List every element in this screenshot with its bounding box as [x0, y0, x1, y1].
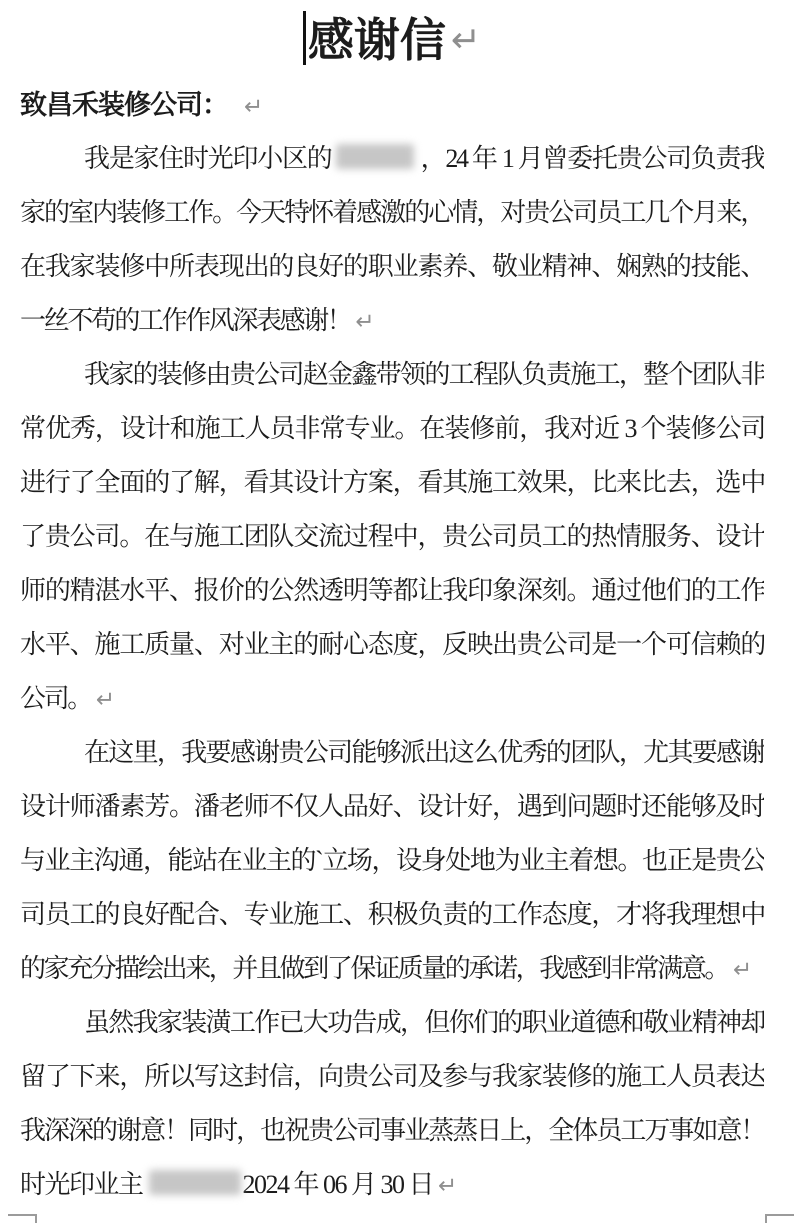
text-line[interactable]: 设计师潘素芳。潘老师不仅人品好、设计好，遇到问题时还能够及时 — [20, 792, 764, 821]
text-cursor — [303, 11, 306, 65]
paragraph-mark-icon: ↵ — [355, 309, 375, 335]
paragraph-mark-icon: ↵ — [95, 687, 116, 713]
text-line[interactable] — [20, 672, 764, 726]
salutation[interactable]: 致昌禾装修公司： — [20, 90, 228, 120]
margin-crop-mark-bottom-right — [765, 1214, 794, 1223]
paragraph-mark-icon: ↵ — [450, 20, 482, 61]
signature-prefix[interactable]: 时光印业主 — [20, 1170, 143, 1199]
text-line[interactable] — [20, 132, 764, 186]
text-line[interactable]: 司员工的良好配合、专业施工、积极负责的工作态度，才将我理想中 — [20, 900, 764, 929]
signature-line[interactable] — [20, 1158, 764, 1212]
text-line[interactable]: 与业主沟通，能站在业主的`立场，设身处地为业主着想。也正是贵公 — [20, 846, 764, 875]
paragraph-mark-icon: ↵ — [733, 957, 753, 983]
text-line[interactable]: 师的精湛水平、报价的公然透明等都让我印象深刻。通过他们的工作 — [20, 576, 764, 605]
text-line[interactable]: 我家的装修由贵公司赵金鑫带领的工程队负责施工，整个团队非 — [84, 360, 764, 389]
text-segment[interactable]: 公司。 — [20, 684, 91, 713]
text-segment[interactable]: 的家充分描绘出来，并且做到了保证质量的承诺，我感到非常满意。 — [20, 954, 729, 983]
text-line[interactable]: 进行了全面的了解，看其设计方案，看其施工效果，比来比去，选中 — [20, 468, 764, 497]
text-segment[interactable]: ，24 年 1 月曾委托贵公司负责我 — [419, 144, 764, 173]
redacted-signature-name — [149, 1170, 241, 1195]
text-line[interactable]: 留了下来，所以写这封信，向贵公司及参与我家装修的施工人员表达 — [20, 1062, 764, 1091]
text-line[interactable]: 在这里，我要感谢贵公司能够派出这么优秀的团队，尤其要感谢 — [84, 738, 764, 767]
text-line[interactable]: 家的室内装修工作。今天特怀着感激的心情，对贵公司员工几个月来， — [20, 198, 764, 227]
text-segment[interactable]: 我深深的谢意！同时，也祝贵公司事业蒸蒸日上，全体员工万事如意！ — [20, 1116, 764, 1145]
signature-date[interactable]: 2024 年 06 月 30 日 — [242, 1170, 434, 1199]
text-line[interactable]: 了贵公司。在与施工团队交流过程中，贵公司员工的热情服务、设计 — [20, 522, 764, 551]
text-line[interactable]: 在我家装修中所表现出的良好的职业素养、敬业精神、娴熟的技能、 — [20, 252, 764, 281]
title-row — [20, 4, 764, 78]
redacted-name — [336, 144, 414, 169]
text-line[interactable]: 常优秀，设计和施工人员非常专业。在装修前，我对近 3 个装修公司 — [20, 414, 764, 443]
text-segment[interactable]: 一丝不苟的工作作风深表感谢！ — [20, 306, 351, 335]
paragraph-mark-icon: ↵ — [438, 1173, 458, 1199]
text-line[interactable]: 虽然我家装潢工作已大功告成，但你们的职业道德和敬业精神却 — [84, 1008, 764, 1037]
text-line[interactable] — [20, 294, 764, 348]
text-segment[interactable]: 我是家住时光印小区的 — [84, 144, 332, 173]
text-line[interactable] — [20, 942, 764, 996]
margin-crop-mark-bottom-left — [8, 1214, 37, 1223]
salutation-line[interactable] — [20, 78, 764, 132]
page-title[interactable]: 感谢信 — [307, 15, 446, 66]
text-line[interactable] — [20, 1104, 764, 1158]
paragraph-mark-icon: ↵ — [244, 94, 264, 120]
text-line[interactable]: 水平、施工质量、对业主的耐心态度，反映出贵公司是一个可信赖的 — [20, 630, 764, 659]
